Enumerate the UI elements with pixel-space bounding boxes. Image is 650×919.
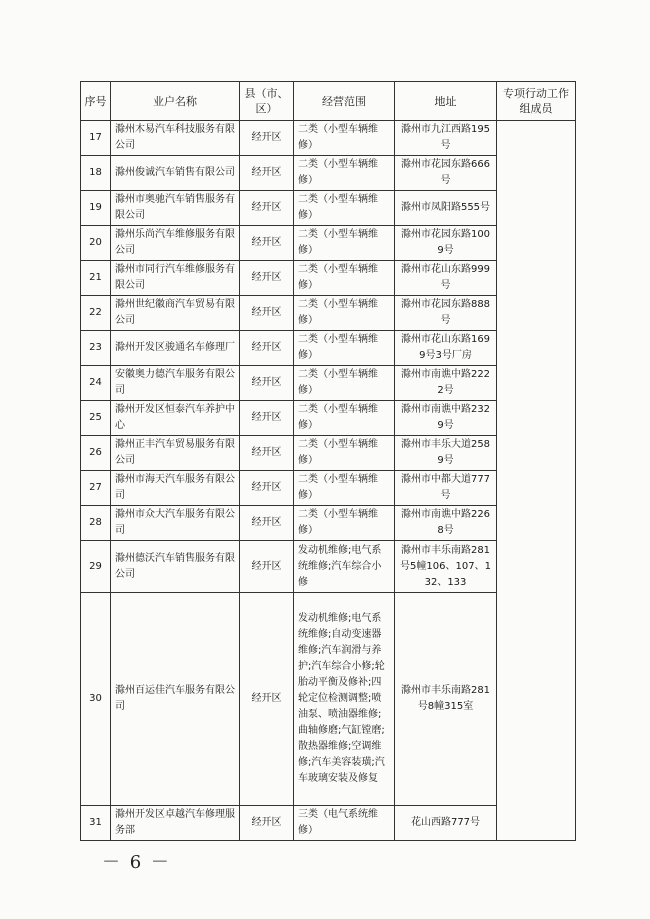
cell-business-scope: 二类（小型车辆维修） [294,436,395,471]
cell-county: 经开区 [240,296,294,331]
cell-serial-number: 20 [81,226,111,261]
cell-county: 经开区 [240,261,294,296]
cell-address: 滁州市花山东路1699号3号厂房 [395,331,497,366]
cell-county: 经开区 [240,806,294,841]
cell-business-scope: 二类（小型车辆维修） [294,156,395,191]
cell-serial-number: 29 [81,541,111,593]
cell-county: 经开区 [240,121,294,156]
cell-address: 滁州市九江西路195号 [395,121,497,156]
table-body [81,121,576,841]
cell-serial-number: 31 [81,806,111,841]
header-business-name: 业户名称 [111,82,240,121]
cell-address: 滁州市丰乐南路281号5幢106、107、132、133 [395,541,497,593]
cell-business-scope: 二类（小型车辆维修） [294,121,395,156]
cell-business-scope: 发动机维修;电气系统维修;自动变速器维修;汽车润滑与养护;汽车综合小修;轮胎动平衡及修补;四轮定位检测调整;喷油泵、喷油器维修;曲轴修磨;气缸镗磨;散热器维修;空调维修;汽车美容装璜;汽车玻璃安装及修复 [294,593,395,806]
cell-task-group-members [497,121,576,841]
cell-business-name: 滁州市同行汽车维修服务有限公司 [111,261,240,296]
cell-business-scope: 二类（小型车辆维修） [294,261,395,296]
cell-business-name: 滁州百运佳汽车服务有限公司 [111,593,240,806]
cell-address: 滁州市花园东路888号 [395,296,497,331]
cell-business-scope: 二类（小型车辆维修） [294,191,395,226]
cell-county: 经开区 [240,331,294,366]
cell-county: 经开区 [240,191,294,226]
cell-business-name: 滁州开发区卓越汽车修理服务部 [111,806,240,841]
cell-business-name: 滁州市奥驰汽车销售服务有限公司 [111,191,240,226]
cell-business-name: 滁州世纪徽商汽车贸易有限公司 [111,296,240,331]
cell-address: 滁州市中都大道777号 [395,471,497,506]
cell-business-scope: 二类（小型车辆维修） [294,296,395,331]
cell-serial-number: 21 [81,261,111,296]
cell-address: 滁州市南谯中路2222号 [395,366,497,401]
cell-address: 滁州市花园东路1009号 [395,226,497,261]
cell-business-scope: 二类（小型车辆维修） [294,506,395,541]
cell-serial-number: 25 [81,401,111,436]
cell-business-scope: 二类（小型车辆维修） [294,471,395,506]
cell-address: 滁州市花园东路666号 [395,156,497,191]
repair-business-table [80,81,576,841]
cell-business-name: 滁州木易汽车科技服务有限公司 [111,121,240,156]
cell-business-name: 滁州市众大汽车服务有限公司 [111,506,240,541]
cell-address: 滁州市南谯中路2268号 [395,506,497,541]
cell-county: 经开区 [240,436,294,471]
table-row [81,121,576,156]
cell-serial-number: 26 [81,436,111,471]
cell-business-scope: 三类（电气系统维修） [294,806,395,841]
cell-business-name: 滁州俊诚汽车销售有限公司 [111,156,240,191]
header-business-scope: 经营范围 [294,82,395,121]
cell-business-scope: 二类（小型车辆维修） [294,401,395,436]
cell-business-name: 滁州开发区骏通名车修理厂 [111,331,240,366]
cell-business-scope: 二类（小型车辆维修） [294,366,395,401]
cell-county: 经开区 [240,471,294,506]
cell-business-name: 安徽奥力德汽车服务有限公司 [111,366,240,401]
cell-address: 滁州市花山东路999号 [395,261,497,296]
cell-county: 经开区 [240,541,294,593]
cell-business-name: 滁州正丰汽车贸易服务有限公司 [111,436,240,471]
cell-address: 滁州市丰乐南路281号8幢315室 [395,593,497,806]
cell-business-scope: 发动机维修;电气系统维修;汽车综合小修 [294,541,395,593]
cell-serial-number: 23 [81,331,111,366]
cell-address: 花山西路777号 [395,806,497,841]
cell-county: 经开区 [240,366,294,401]
header-address: 地址 [395,82,497,121]
header-task-group-members: 专项行动工作组成员 [497,82,576,121]
cell-county: 经开区 [240,226,294,261]
page-number: － 6 － [102,852,171,873]
cell-serial-number: 19 [81,191,111,226]
cell-serial-number: 28 [81,506,111,541]
cell-serial-number: 24 [81,366,111,401]
cell-business-name: 滁州德沃汽车销售服务有限公司 [111,541,240,593]
cell-business-name: 滁州市海天汽车服务有限公司 [111,471,240,506]
cell-address: 滁州市丰乐大道2589号 [395,436,497,471]
cell-business-scope: 二类（小型车辆维修） [294,226,395,261]
cell-county: 经开区 [240,506,294,541]
cell-business-scope: 二类（小型车辆维修） [294,331,395,366]
cell-business-name: 滁州乐尚汽车维修服务有限公司 [111,226,240,261]
cell-serial-number: 18 [81,156,111,191]
cell-serial-number: 22 [81,296,111,331]
cell-serial-number: 17 [81,121,111,156]
header-county: 县（市、区） [240,82,294,121]
cell-county: 经开区 [240,156,294,191]
cell-business-name: 滁州开发区恒泰汽车养护中心 [111,401,240,436]
cell-county: 经开区 [240,401,294,436]
cell-serial-number: 30 [81,593,111,806]
cell-serial-number: 27 [81,471,111,506]
cell-address: 滁州市凤阳路555号 [395,191,497,226]
table-header-row [81,82,576,121]
cell-county: 经开区 [240,593,294,806]
cell-address: 滁州市南谯中路2329号 [395,401,497,436]
header-serial-number: 序号 [81,82,111,121]
